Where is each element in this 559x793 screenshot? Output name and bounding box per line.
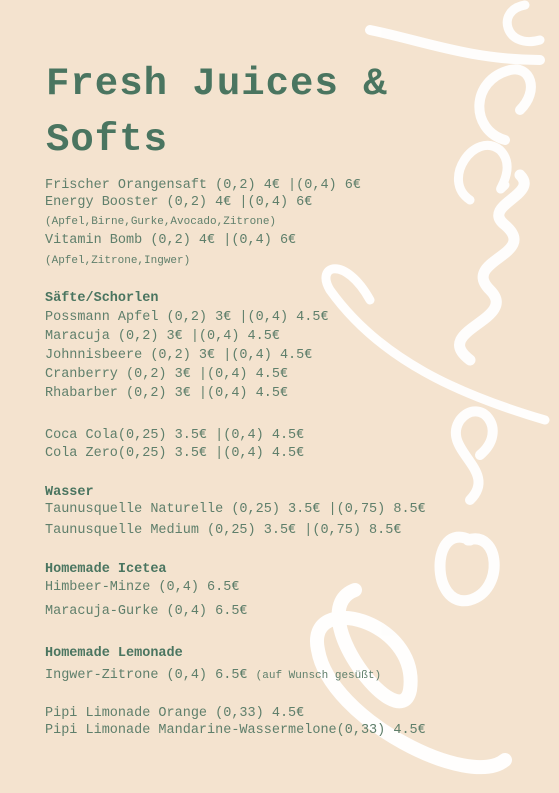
menu-item-pipi-orange: Pipi Limonade Orange (0,33) 4.5€	[45, 706, 305, 721]
menu-item-pipi-mandarine: Pipi Limonade Mandarine-Wassermelone(0,33) 4.5€	[45, 723, 426, 738]
menu-item-vitamin-bomb: Vitamin Bomb (0,2) 4€ |(0,4) 6€	[45, 233, 297, 248]
menu-item-johnnisbeere: Johnnisbeere (0,2) 3€ |(0,4) 4.5€	[45, 348, 313, 363]
section-heading-saefte: Säfte/Schorlen	[45, 291, 159, 306]
menu-item-energy-booster: Energy Booster (0,2) 4€ |(0,4) 6€	[45, 195, 313, 210]
menu-item-energy-booster-ingredients: (Apfel,Birne,Gurke,Avocado,Zitrone)	[45, 216, 277, 228]
menu-item-naturelle: Taunusquelle Naturelle (0,25) 3.5€ |(0,75) 8.5€	[45, 502, 426, 517]
menu-item-vitamin-bomb-ingredients: (Apfel,Zitrone,Ingwer)	[45, 255, 191, 267]
menu-item-coca-cola: Coca Cola(0,25) 3.5€ |(0,4) 4.5€	[45, 428, 305, 443]
section-heading-wasser: Wasser	[45, 485, 94, 500]
page-title-line1: Fresh Juices &	[46, 62, 388, 106]
menu-item-orangensaft: Frischer Orangensaft (0,2) 4€ |(0,4) 6€	[45, 178, 361, 193]
menu-item-maracuja: Maracuja (0,2) 3€ |(0,4) 4.5€	[45, 329, 280, 344]
sweetener-note: (auf Wunsch gesüßt)	[255, 670, 382, 682]
menu-item-maracuja-gurke: Maracuja-Gurke (0,4) 6.5€	[45, 604, 248, 619]
section-heading-icetea: Homemade Icetea	[45, 562, 167, 577]
section-heading-lemonade: Homemade Lemonade	[45, 646, 183, 661]
menu-item-cranberry: Cranberry (0,2) 3€ |(0,4) 4.5€	[45, 367, 289, 382]
menu-item-ingwer-zitrone: Ingwer-Zitrone (0,4) 6.5€ (auf Wunsch gesüßt)	[45, 668, 382, 683]
page-title-line2: Softs	[46, 118, 169, 162]
menu-item-cola-zero: Cola Zero(0,25) 3.5€ |(0,4) 4.5€	[45, 446, 305, 461]
menu-item-medium: Taunusquelle Medium (0,25) 3.5€ |(0,75) 8.5€	[45, 523, 402, 538]
menu-item-apfel: Possmann Apfel (0,2) 3€ |(0,4) 4.5€	[45, 310, 329, 325]
menu-item-rhabarber: Rhabarber (0,2) 3€ |(0,4) 4.5€	[45, 386, 289, 401]
menu-item-himbeer-minze: Himbeer-Minze (0,4) 6.5€	[45, 580, 240, 595]
